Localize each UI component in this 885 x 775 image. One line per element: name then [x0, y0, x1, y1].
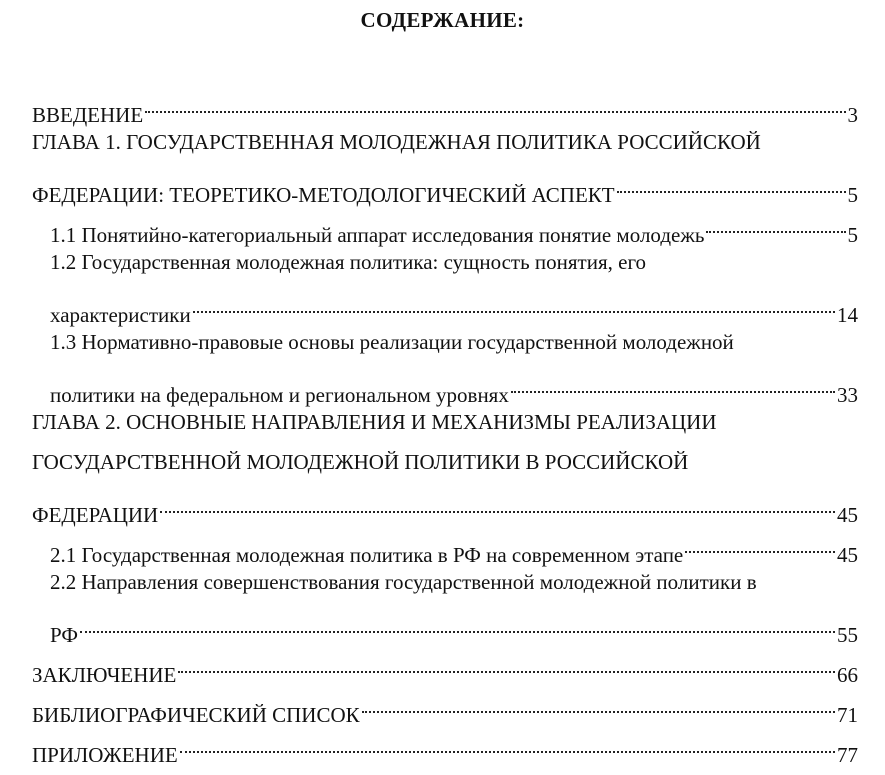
toc-entry-section-2-2-line-1[interactable] — [50, 562, 757, 602]
dot-leader — [511, 362, 835, 402]
dot-leader — [706, 202, 845, 242]
toc-entry-section-1-2-line-2[interactable] — [50, 282, 858, 327]
toc-entry-label: РФ — [50, 623, 78, 647]
toc-page-number: 14 — [837, 303, 858, 327]
toc-entry-section-1-3-line-1[interactable] — [50, 322, 734, 362]
toc-entry-label: ФЕДЕРАЦИИ — [32, 503, 159, 527]
toc-entry-section-2-2-line-2[interactable] — [50, 602, 858, 647]
toc-entry-section-1-1[interactable] — [50, 202, 858, 247]
dot-leader — [617, 162, 846, 202]
toc-entry-bibliography[interactable] — [32, 682, 858, 727]
toc-entry-appendix[interactable] — [32, 722, 858, 767]
toc-entry-label: 1.3 Нормативно-правовые основы реализации государственной молодежной — [50, 330, 734, 354]
toc-entry-chapter-1-line-2[interactable] — [32, 162, 858, 207]
toc-entry-label: 2.1 Государственная молодежная политика в РФ на современном этапе — [50, 543, 684, 567]
dot-leader — [145, 82, 845, 122]
toc-entry-section-1-2-line-1[interactable] — [50, 242, 646, 282]
toc-page-number: 5 — [847, 223, 858, 247]
toc-entry-label: характеристики — [50, 303, 191, 327]
toc-entry-conclusion[interactable] — [32, 642, 858, 687]
toc-entry-chapter-2-line-3[interactable] — [32, 482, 858, 527]
toc-entry-label: 2.2 Направления совершенствования государственной молодежной политики в — [50, 570, 757, 594]
dot-leader — [685, 522, 835, 562]
toc-entry-label: ГОСУДАРСТВЕННОЙ МОЛОДЕЖНОЙ ПОЛИТИКИ В РОССИЙСКОЙ — [32, 450, 689, 474]
toc-entry-chapter-2-line-2[interactable] — [32, 442, 688, 482]
dot-leader — [160, 482, 835, 522]
toc-entry-label: ФЕДЕРАЦИИ: ТЕОРЕТИКО-МЕТОДОЛОГИЧЕСКИЙ АСПЕКТ — [32, 183, 615, 207]
toc-entry-chapter-2-line-1[interactable] — [32, 402, 717, 442]
toc-entry-label: ГЛАВА 1. ГОСУДАРСТВЕННАЯ МОЛОДЕЖНАЯ ПОЛИТИКА РОССИЙСКОЙ — [32, 130, 761, 154]
toc-page-number: 5 — [847, 183, 858, 207]
dot-leader — [180, 722, 835, 762]
dot-leader — [80, 602, 835, 642]
toc-entry-section-2-1[interactable] — [50, 522, 858, 567]
toc-entry-label: БИБЛИОГРАФИЧЕСКИЙ СПИСОК — [32, 703, 360, 727]
toc-entry-section-1-3-line-2[interactable] — [50, 362, 858, 407]
toc-entry-label: ЗАКЛЮЧЕНИЕ — [32, 663, 177, 687]
dot-leader — [362, 682, 835, 722]
toc-page-number: 3 — [847, 103, 858, 127]
toc-page-number: 71 — [837, 703, 858, 727]
toc-entry-label: ПРИЛОЖЕНИЕ — [32, 743, 178, 767]
toc-entry-label: 1.1 Понятийно-категориальный аппарат исследования понятие молодежь — [50, 223, 705, 247]
toc-entry-label: ГЛАВА 2. ОСНОВНЫЕ НАПРАВЛЕНИЯ И МЕХАНИЗМЫ РЕАЛИЗАЦИИ — [32, 410, 717, 434]
toc-entry-label: политики на федеральном и региональном уровнях — [50, 383, 509, 407]
dot-leader — [193, 282, 835, 322]
toc-page-number: 77 — [837, 743, 858, 767]
dot-leader — [178, 642, 835, 682]
toc-page-number: 66 — [837, 663, 858, 687]
toc-entry-intro[interactable] — [32, 82, 858, 127]
toc-page-number: 45 — [837, 503, 858, 527]
toc-page-number: 33 — [837, 383, 858, 407]
page-title: СОДЕРЖАНИЕ: — [360, 8, 525, 32]
toc-entry-label: ВВЕДЕНИЕ — [32, 103, 144, 127]
toc-page-number: 55 — [837, 623, 858, 647]
toc-entry-label: 1.2 Государственная молодежная политика: сущность понятия, его — [50, 250, 647, 274]
toc-entry-chapter-1-line-1[interactable] — [32, 122, 761, 162]
toc-page-number: 45 — [837, 543, 858, 567]
